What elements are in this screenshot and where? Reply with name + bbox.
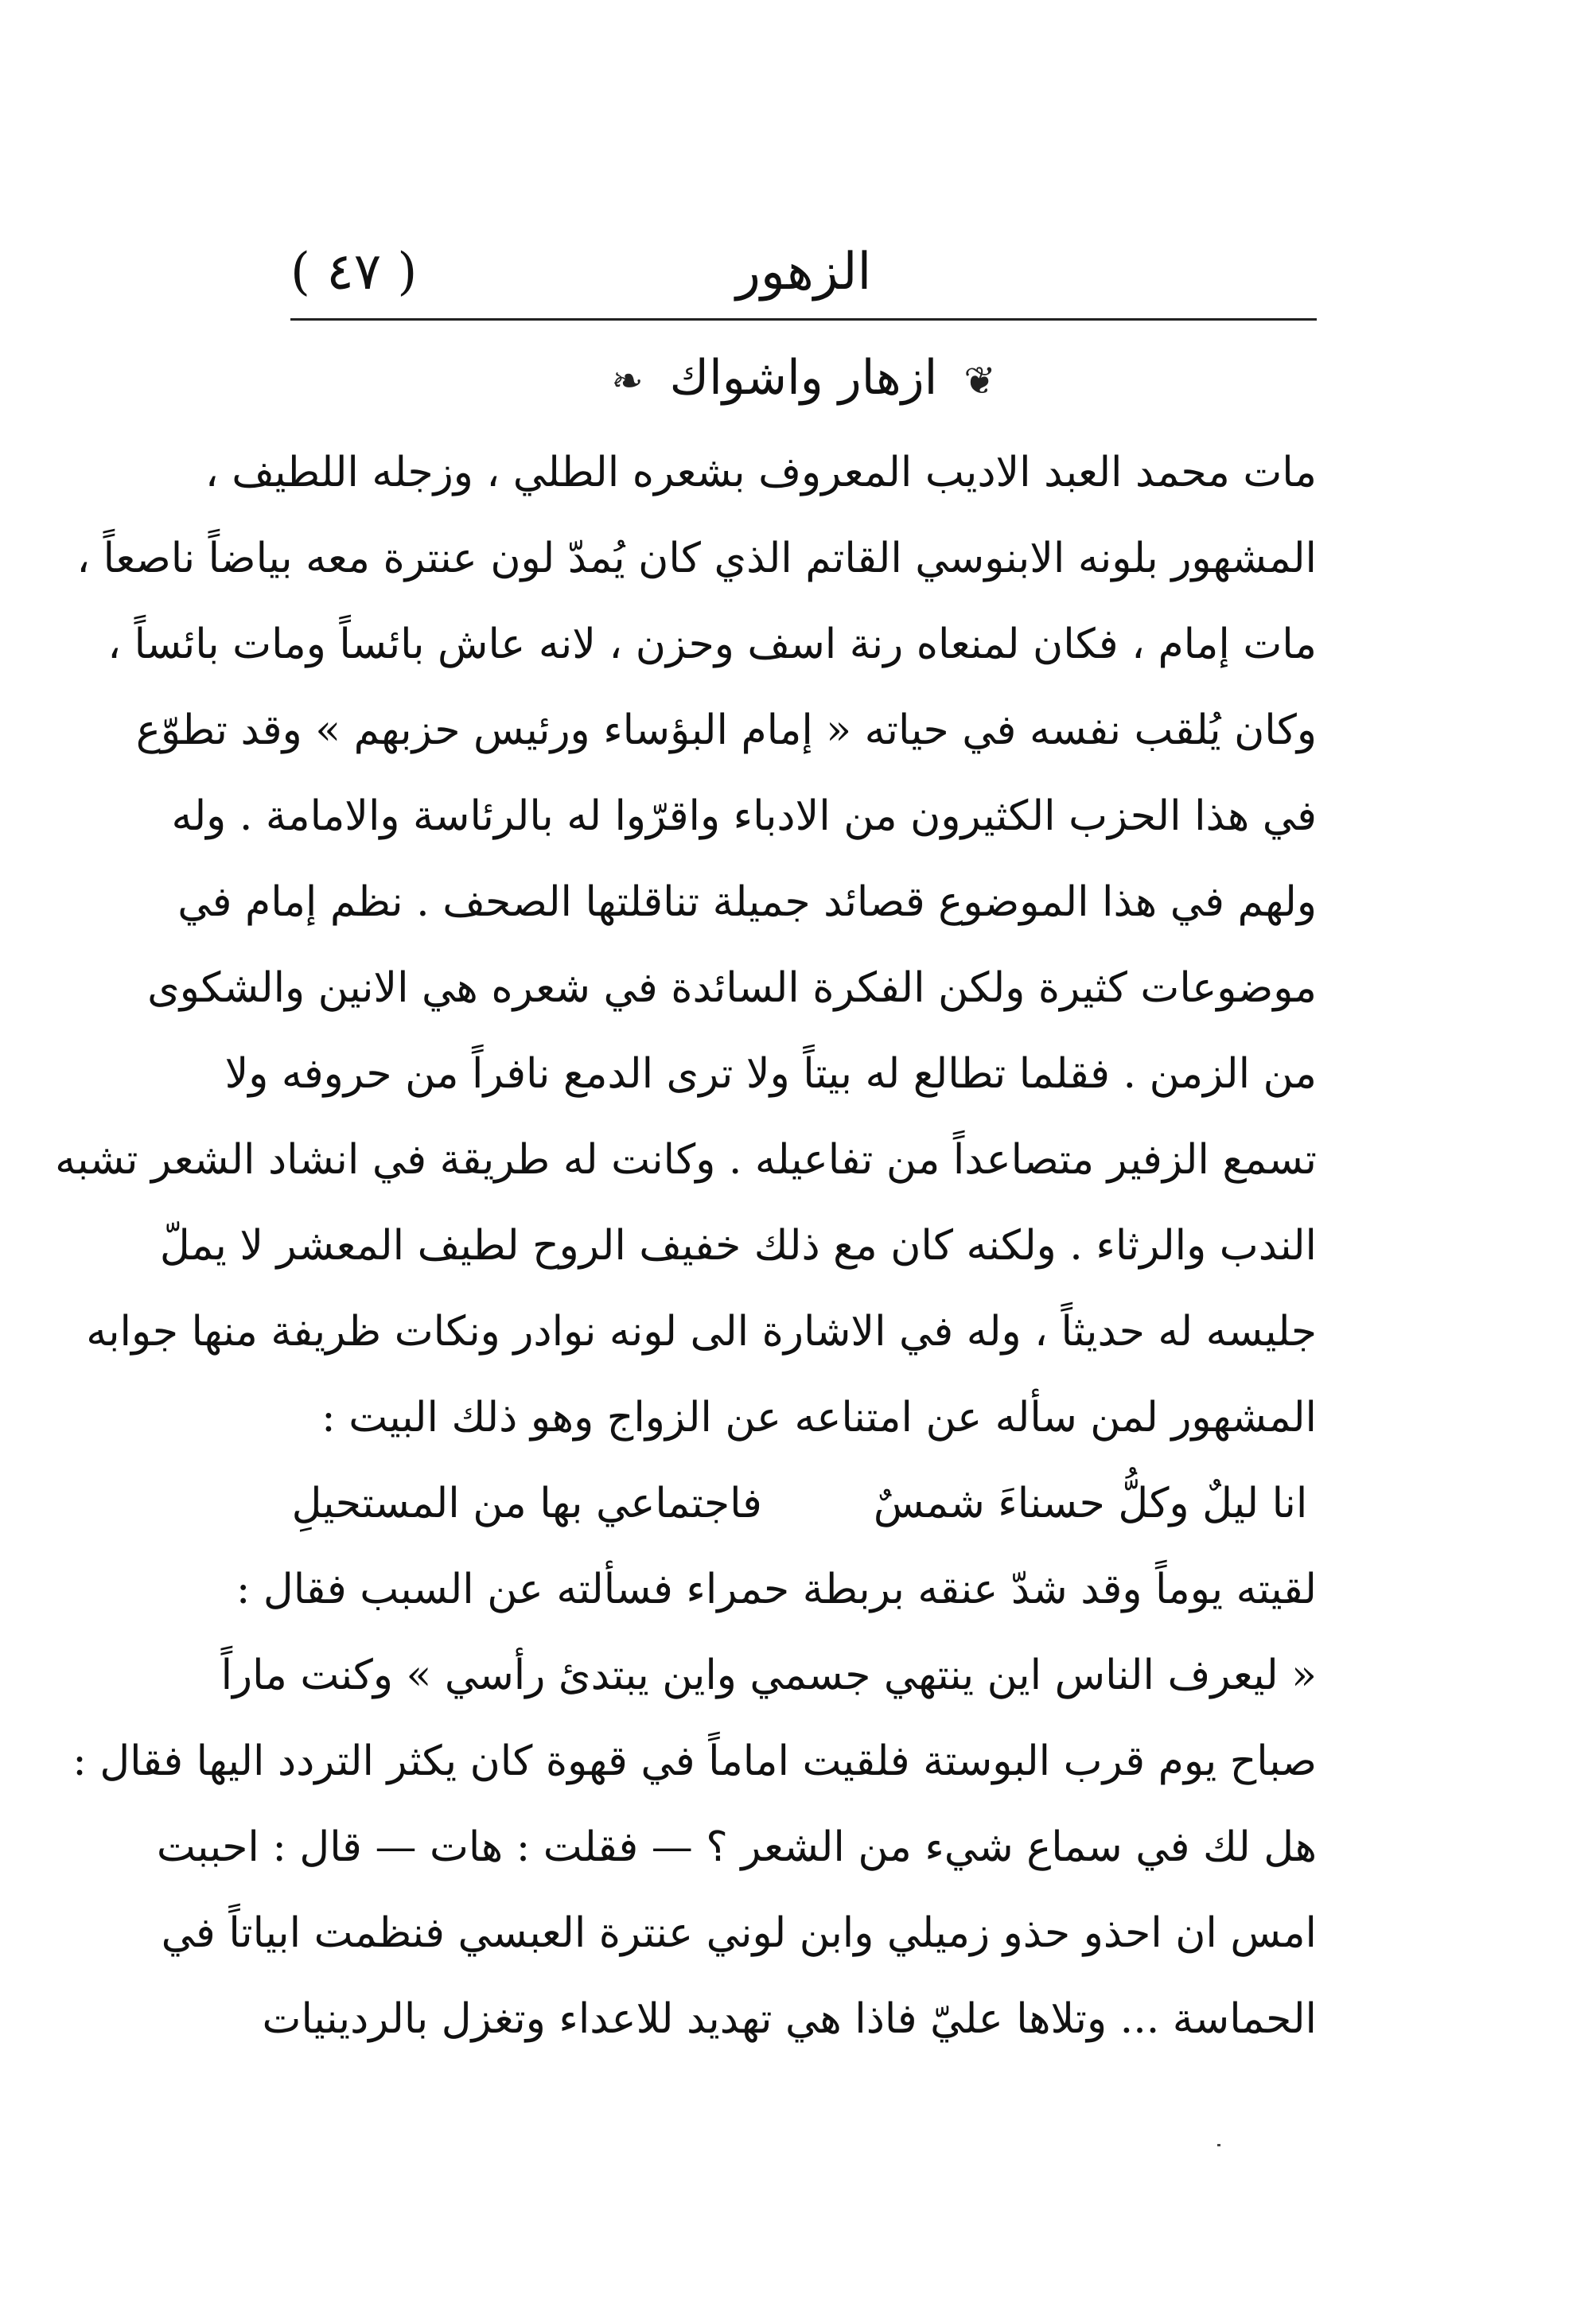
poetry-verse bbox=[290, 1461, 1317, 1547]
text-line: من الزمن . فقلما تطالع له بيتاً ولا ترى الدمع نافراً من حروفه ولا bbox=[224, 1050, 1317, 1098]
verse-first-hemistich: انا ليلٌ وكلُّ حسناءَ شمسٌ bbox=[873, 1480, 1308, 1527]
text-line: هل لك في سماع شيء من الشعر ؟ — فقلت : هات — قال : احببت bbox=[156, 1823, 1317, 1871]
ornament-right-icon: ❦ bbox=[963, 359, 996, 404]
text-line: جليسه له حديثاً ، وله في الاشارة الى لونه نوادر ونكات ظريفة منها جوابه bbox=[86, 1308, 1317, 1356]
section-title: ازهار واشواك bbox=[669, 350, 938, 406]
running-title: الزهور bbox=[736, 243, 872, 302]
scan-speck bbox=[1217, 2144, 1220, 2146]
text-line: المشهور لمن سأله عن امتناعه عن الزواج وهو ذلك البيت : bbox=[321, 1394, 1317, 1442]
text-line: تسمع الزفير متصاعداً من تفاعيله . وكانت له طريقة في انشاد الشعر تشبه bbox=[55, 1136, 1317, 1184]
text-line: لقيته يوماً وقد شدّ عنقه بربطة حمراء فسألته عن السبب فقال : bbox=[236, 1566, 1317, 1613]
ornament-left-icon: ❧ bbox=[611, 359, 644, 404]
page-header bbox=[290, 227, 1317, 322]
text-line: ولهم في هذا الموضوع قصائد جميلة تناقلتها الصحف . نظم إمام في bbox=[177, 878, 1317, 926]
text-line: مات إمام ، فكان لمنعاه رنة اسف وحزن ، لانه عاش بائساً ومات بائساً ، bbox=[107, 621, 1317, 668]
text-line: « ليعرف الناس اين ينتهي جسمي واين يبتدئ رأسي » وكنت ماراً bbox=[220, 1652, 1317, 1699]
text-line: صباح يوم قرب البوستة فلقيت اماماً في قهوة كان يكثر التردد اليها فقال : bbox=[72, 1737, 1317, 1785]
section-heading bbox=[290, 334, 1317, 422]
text-line: في هذا الحزب الكثيرون من الادباء واقرّوا له بالرئاسة والامامة . وله bbox=[171, 792, 1317, 840]
text-line: موضوعات كثيرة ولكن الفكرة السائدة في شعره هي الانين والشكوى bbox=[147, 964, 1317, 1012]
text-line: مات محمد العبد الاديب المعروف بشعره الطلي ، وزجله اللطيف ، bbox=[204, 449, 1317, 496]
text-line: المشهور بلونه الابنوسي القاتم الذي كان يُمدّ لون عنترة معه بياضاً ناصعاً ، bbox=[76, 535, 1317, 582]
page-number: ( ٤٧ ) bbox=[290, 243, 418, 302]
text-line: امس ان احذو حذو زميلي وابن لوني عنترة العبسي فنظمت ابياتاً في bbox=[161, 1909, 1317, 1957]
text-line: وكان يُلقب نفسه في حياته « إمام البؤساء ورئيس حزبهم » وقد تطوّع bbox=[135, 706, 1317, 754]
header-rule bbox=[290, 318, 1317, 321]
text-line: الندب والرثاء . ولكنه كان مع ذلك خفيف الروح لطيف المعشر لا يملّ bbox=[159, 1222, 1317, 1270]
body-text bbox=[55, 430, 1317, 2062]
verse-second-hemistich: فاجتماعي بها من المستحيلِ bbox=[291, 1480, 762, 1527]
text-line: الحماسة ... وتلاها عليّ فاذا هي تهديد للاعداء وتغزل بالردينيات bbox=[262, 1995, 1317, 2043]
